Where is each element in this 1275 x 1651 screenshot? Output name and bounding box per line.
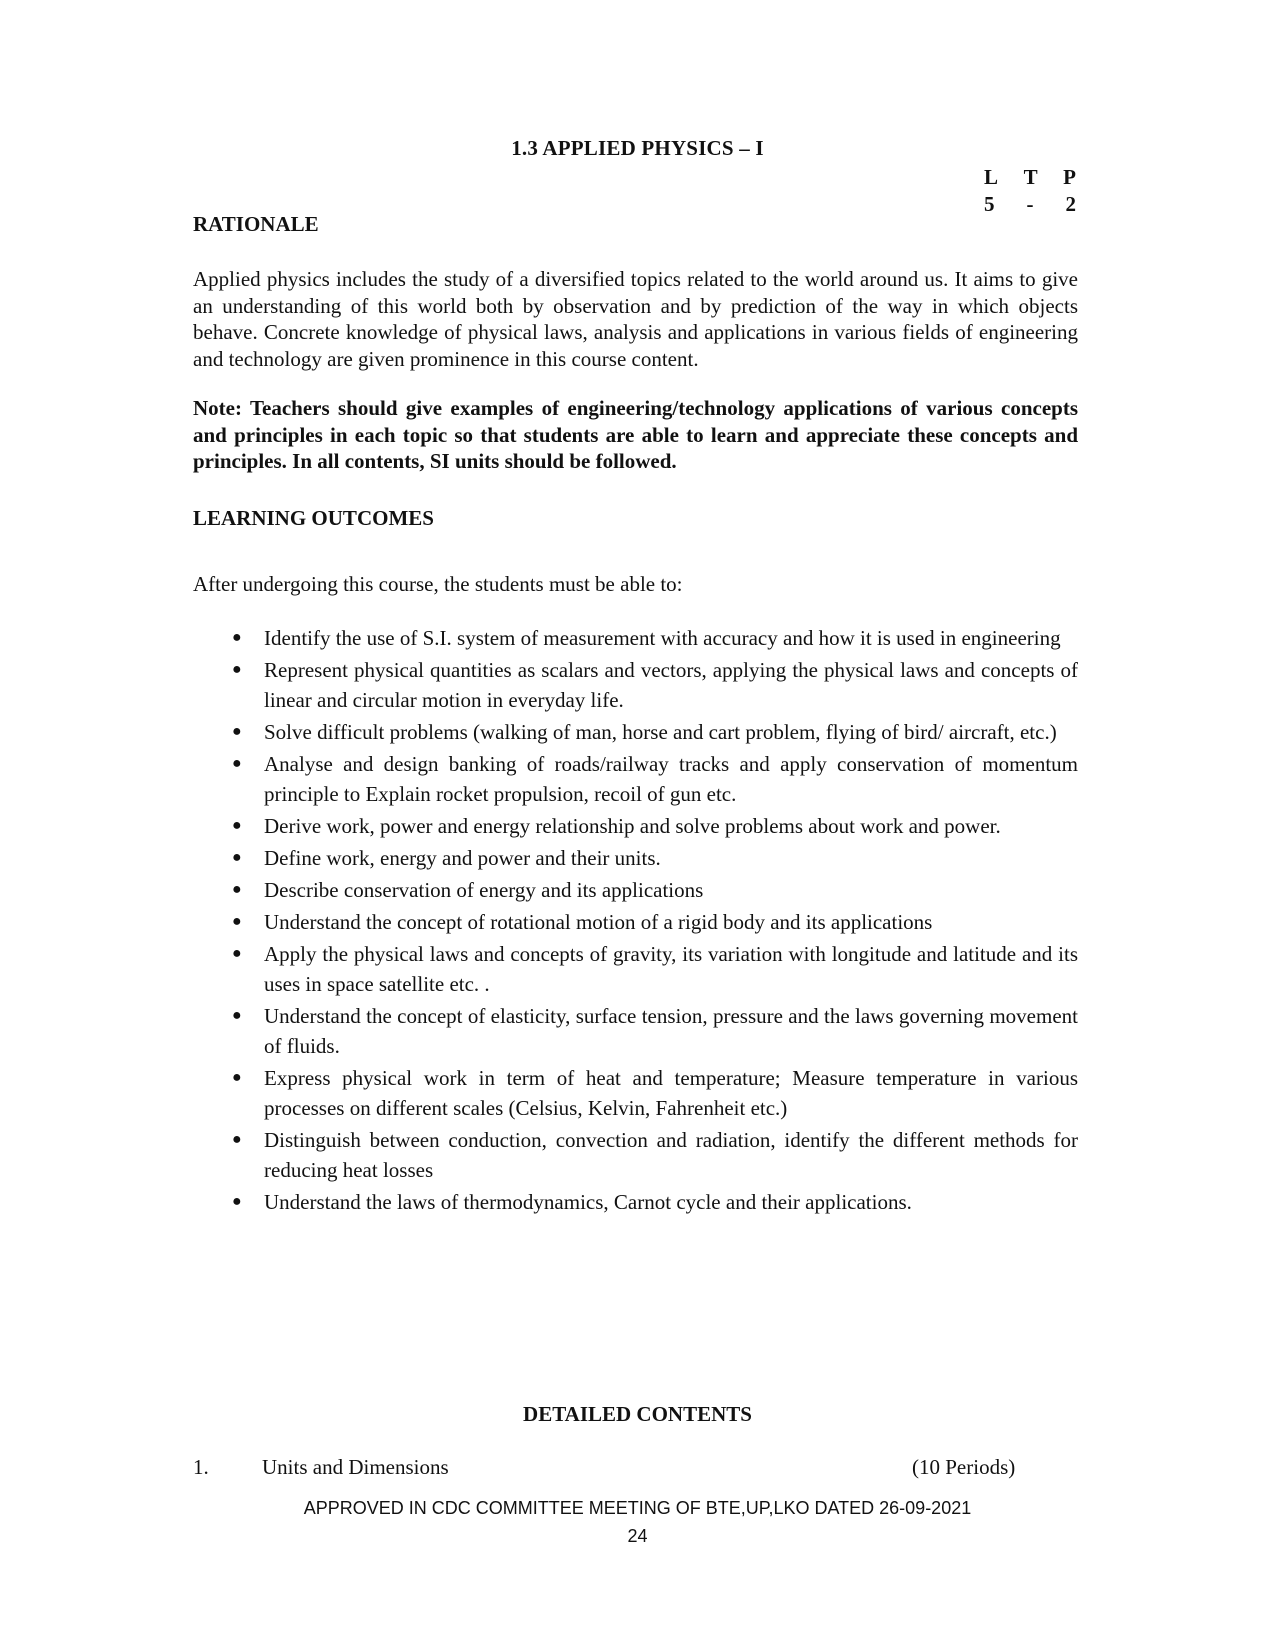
- ltp-t-label: T: [1023, 165, 1038, 189]
- list-item: [228, 623, 1078, 653]
- bullet-icon: ●: [232, 723, 242, 740]
- bullet-icon: ●: [232, 1193, 242, 1210]
- bullet-icon: ●: [232, 755, 242, 772]
- list-item: [228, 1187, 1078, 1217]
- list-item-text: Understand the concept of rotational motion of a rigid body and its applications: [264, 910, 933, 934]
- ltp-value-row: [984, 191, 1076, 218]
- rationale-paragraph: Applied physics includes the study of a diversified topics related to the world around us. It aims to give an understanding of this world both by observation and by prediction of the way in which objects behave. Concrete knowledge of physical laws, analysis and applications in various fields of engineering and technology are given prominence in this course content.: [193, 267, 1078, 371]
- list-item: [228, 843, 1078, 873]
- list-item: [228, 811, 1078, 841]
- ltp-t-value: -: [1026, 192, 1034, 216]
- ltp-p-value: 2: [1065, 192, 1076, 216]
- rationale-heading: RATIONALE: [193, 212, 319, 236]
- list-item: [228, 717, 1078, 747]
- list-item-text: Understand the concept of elasticity, surface tension, pressure and the laws governing movement of fluids.: [264, 1004, 1078, 1058]
- ltp-table: [984, 164, 1076, 218]
- learning-outcomes-intro: After undergoing this course, the students must be able to:: [193, 572, 683, 596]
- list-item-text: Solve difficult problems (walking of man, horse and cart problem, flying of bird/ aircraft, etc.): [264, 720, 1057, 744]
- bullet-icon: ●: [232, 1131, 242, 1148]
- list-item: [228, 875, 1078, 905]
- list-item: [228, 1125, 1078, 1185]
- list-item: [228, 907, 1078, 937]
- bullet-icon: ●: [232, 881, 242, 898]
- list-item: [228, 939, 1078, 999]
- bullet-icon: ●: [232, 661, 242, 678]
- bullet-icon: ●: [232, 1007, 242, 1024]
- unit-title: Units and Dimensions: [262, 1455, 449, 1479]
- list-item: [228, 655, 1078, 715]
- list-item-text: Identify the use of S.I. system of measurement with accuracy and how it is used in engineering: [264, 626, 1061, 650]
- list-item: [228, 1063, 1078, 1123]
- list-item-text: Describe conservation of energy and its applications: [264, 878, 704, 902]
- page-number: 24: [627, 1526, 648, 1546]
- list-item-text: Apply the physical laws and concepts of gravity, its variation with longitude and latitude and its uses in space satellite etc. .: [264, 942, 1078, 996]
- bullet-icon: ●: [232, 817, 242, 834]
- unit-periods: (10 Periods): [912, 1455, 1016, 1479]
- list-item: [228, 1001, 1078, 1061]
- list-item-text: Define work, energy and power and their units.: [264, 846, 661, 870]
- list-item: [228, 749, 1078, 809]
- list-item-text: Represent physical quantities as scalars and vectors, applying the physical laws and concepts of linear and circular motion in everyday life.: [264, 658, 1078, 712]
- bullet-icon: ●: [232, 1069, 242, 1086]
- list-item-text: Derive work, power and energy relationship and solve problems about work and power.: [264, 814, 1001, 838]
- approval-footer: APPROVED IN CDC COMMITTEE MEETING OF BTE,UP,LKO DATED 26-09-2021: [303, 1498, 972, 1518]
- list-item-text: Understand the laws of thermodynamics, Carnot cycle and their applications.: [264, 1190, 912, 1214]
- ltp-p-label: P: [1063, 165, 1076, 189]
- list-item-text: Distinguish between conduction, convection and radiation, identify the different methods for reducing heat losses: [264, 1128, 1078, 1182]
- teacher-note: Note: Teachers should give examples of engineering/technology applications of various concepts and principles in each topic so that students are able to learn and appreciate these concepts and principles. In all contents, SI units should be followed.: [193, 396, 1078, 473]
- unit-number: 1.: [193, 1455, 209, 1479]
- ltp-header-row: [984, 164, 1076, 191]
- bullet-icon: ●: [232, 945, 242, 962]
- list-item-text: Express physical work in term of heat and temperature; Measure temperature in various processes on different scales (Celsius, Kelvin, Fahrenheit etc.): [264, 1066, 1078, 1120]
- ltp-l-label: L: [984, 165, 999, 189]
- ltp-l-value: 5: [984, 192, 995, 216]
- learning-outcomes-heading: LEARNING OUTCOMES: [193, 506, 434, 530]
- course-title: 1.3 APPLIED PHYSICS – I: [511, 136, 764, 160]
- detailed-contents-heading: DETAILED CONTENTS: [523, 1402, 752, 1426]
- bullet-icon: ●: [232, 849, 242, 866]
- learning-outcomes-list: [228, 623, 1078, 1219]
- list-item-text: Analyse and design banking of roads/railway tracks and apply conservation of momentum principle to Explain rocket propulsion, recoil of gun etc.: [264, 752, 1078, 806]
- bullet-icon: ●: [232, 913, 242, 930]
- bullet-icon: ●: [232, 629, 242, 646]
